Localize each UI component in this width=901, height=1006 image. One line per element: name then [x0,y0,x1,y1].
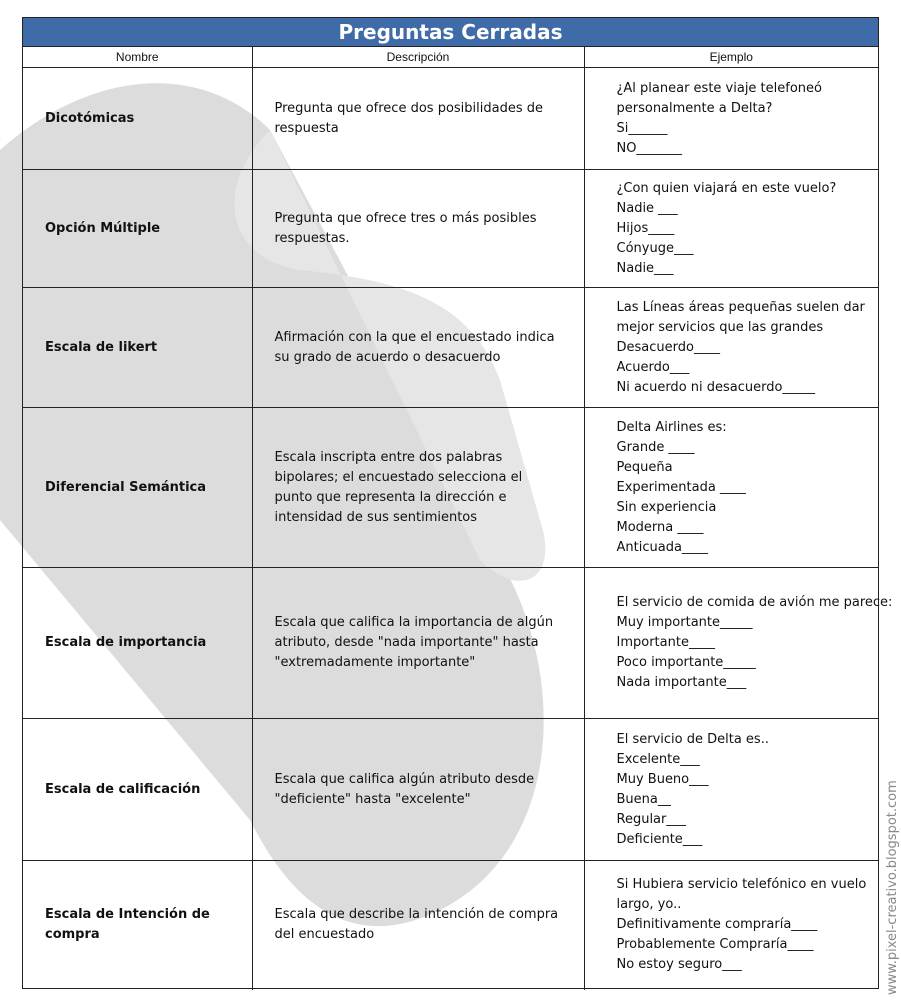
example-line: ¿Al planear este viaje telefoneó [616,80,822,96]
example-line: El servicio de Delta es.. [616,731,769,747]
example-line: Grande ____ [616,439,695,455]
table-row [23,719,878,861]
example-line: Cónyuge___ [616,240,694,256]
header-example: Ejemplo [584,47,878,68]
row-example [584,68,878,170]
row-name: Escala de calificación [23,719,252,861]
example-line: Poco importante_____ [616,655,756,670]
example-line: NO_______ [616,140,682,156]
example-line: Excelente___ [616,751,700,767]
example-line: Sin experiencia [616,499,717,515]
row-name: Escala de likert [23,288,252,408]
row-example [584,861,878,990]
example-line: Buena__ [616,791,671,807]
row-example [584,408,878,568]
example-line: Ni acuerdo ni desacuerdo_____ [616,379,815,395]
header-name: Nombre [23,47,252,68]
table-row [23,170,878,288]
table-row [23,288,878,408]
watermark-credit: www.pixel-creativo.blogspot.com [885,780,900,995]
example-line: mejor servicios que las grandes [616,319,824,335]
example-line: Muy importante_____ [616,615,753,630]
example-line: Experimentada ____ [616,479,746,495]
example-line: Muy Bueno___ [616,771,709,787]
row-description: Escala que califica la importancia de algún atributo, desde "nada importante" hasta "extremadamente importante" [252,568,584,719]
row-description: Pregunta que ofrece dos posibilidades de respuesta [252,68,584,170]
header-row [23,47,878,68]
example-line: No estoy seguro___ [616,957,742,973]
example-line: Moderna ____ [616,519,704,535]
row-example [584,170,878,288]
example-line: Nadie ___ [616,200,678,216]
example-line: Si Hubiera servicio telefónico en vuelo [616,877,867,893]
table-row [23,568,878,719]
example-line: Desacuerdo____ [616,339,720,355]
example-line: Las Líneas áreas pequeñas suelen dar [616,299,865,315]
row-example [584,568,893,719]
row-example [584,719,878,861]
row-description: Escala inscripta entre dos palabras bipolares; el encuestado selecciona el punto que representa la dirección e intensidad de sus sentimientos [252,408,584,568]
example-line: personalmente a Delta? [616,100,773,116]
row-name: Escala de importancia [23,568,252,719]
row-name: Escala de Intención de compra [23,861,252,990]
example-line: largo, yo.. [616,897,682,913]
row-description: Pregunta que ofrece tres o más posibles respuestas. [252,170,584,288]
example-line: El servicio de comida de avión me parece: [616,595,893,610]
example-line: Importante____ [616,635,715,650]
example-line: Definitivamente compraría____ [616,917,818,933]
example-line: Si______ [616,120,668,136]
table-title: Preguntas Cerradas [23,18,878,47]
header-description: Descripción [252,47,584,68]
row-description: Afirmación con la que el encuestado indica su grado de acuerdo o desacuerdo [252,288,584,408]
example-line: Regular___ [616,811,686,827]
row-name: Opción Múltiple [23,170,252,288]
row-name: Diferencial Semántica [23,408,252,568]
row-description: Escala que califica algún atributo desde "deficiente" hasta "excelente" [252,719,584,861]
table-row [23,408,878,568]
example-line: Nada importante___ [616,675,747,690]
table-row [23,68,878,170]
example-line: Nadie___ [616,260,674,276]
row-example [584,288,878,408]
example-line: Hijos____ [616,220,675,236]
example-line: Pequeña [616,459,673,475]
row-name: Dicotómicas [23,68,252,170]
example-line: Deficiente___ [616,831,703,847]
example-line: Anticuada____ [616,539,708,555]
example-line: Delta Airlines es: [616,419,727,435]
table-row [23,861,878,990]
example-line: Acuerdo___ [616,359,690,375]
example-line: ¿Con quien viajará en este vuelo? [616,180,837,196]
row-description: Escala que describe la intención de compra del encuestado [252,861,584,990]
example-line: Probablemente Compraría____ [616,937,814,953]
